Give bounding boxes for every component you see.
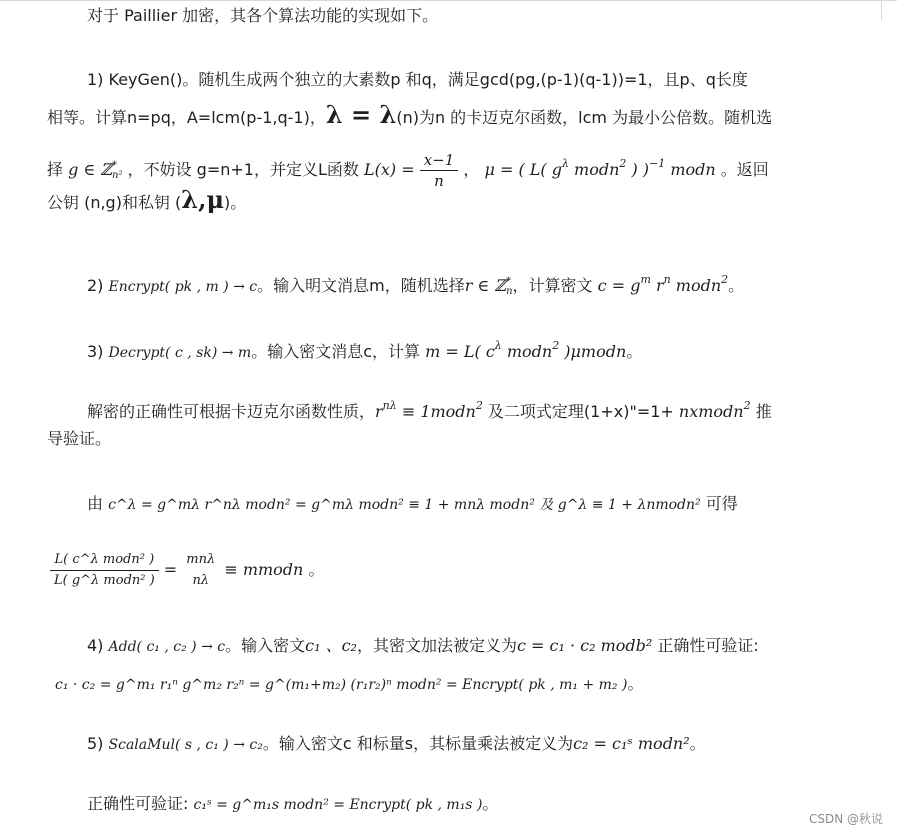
l-ratio-left: $\frac{\text{L( c\textasciicircum{}λ modn² )}}{\text{L( g\textasciicircum{}λ modn² )}}$ [50,550,159,591]
add-definition: c = c₁ · c₂ modb² [516,636,653,655]
r-in-z-formula: r ∈ ℤ [464,276,507,295]
keygen-line-3: 择 g ∈ ℤ * n² ，不妨设 g=n+1，并定义L函数 L(x) = $\frac{x-1}{n}$ ， μ = ( L( $g^\lambda$ modn$^2$ ) )$^{-1}$ modn 。返回 [47,151,769,190]
scalamul-function: ScalaMul( s , c₁ ) → c₂ [108,737,263,753]
ciphertext-formula: $c = g^m$ $r^n$ modn$^2$ [597,273,729,295]
keygen-line-1: 1) KeyGen()。随机生成两个独立的大素数p 和q，满足gcd(pg,(p-1)(q-1))=1，且p、q长度 [87,70,748,89]
private-key-symbol: λ,μ [181,185,225,214]
binomial-term: nxmodn$^2$ [678,399,751,421]
encrypt-line: 2) Encrypt( pk , m ) → c。输入明文消息m，随机选择r ∈ ℤ * n ，计算密文 $c = g^m$ $r^n$ modn$^2$。 [87,273,745,297]
correctness-line-1: 解密的正确性可根据卡迈克尔函数性质，$r^{n\lambda}$ ≡ 1modn$^2$ 及二项式定理(1+x)"=1+ nxmodn$^2$ 推 [87,399,772,421]
plaintext-formula: m = L( $c^\lambda$ modn$^2$ )μmodn [425,339,627,361]
scalamul-proof-line: 正确性可验证: c₁ˢ = g^m₁s modn² = Encrypt( pk , m₁s )。 [87,794,499,813]
carmichael-property: $r^{n\lambda}$ ≡ 1modn$^2$ [375,399,483,421]
keygen-line-4: 公钥 (n,g)和私钥 (λ,μ)。 [47,185,247,214]
scalamul-definition: c₂ = c₁ˢ modn² [573,734,690,753]
correctness-line-2: 导验证。 [47,429,112,448]
add-function: Add( c₁ , c₂ ) → c [108,639,226,655]
g-in-z-formula: g ∈ ℤ [68,160,113,179]
scalamul-line: 5) ScalaMul( s , c₁ ) → c₂。输入密文c 和标量s，其标量乘法被定义为c₂ = c₁ˢ modn²。 [87,734,706,753]
add-proof-formula: c₁ · c₂ = g^m₁ r₁ⁿ g^m₂ r₂ⁿ = g^(m₁+m₂) (r₁r₂)ⁿ modn² = Encrypt( pk , m₁ + m₂ ) [55,677,628,693]
l-function-fraction: $\frac{x-1}{n}$ [420,150,459,191]
top-divider [0,0,897,1]
mu-definition: μ = ( L( $g^\lambda$ modn$^2$ ) )$^{-1}$ modn [484,157,716,179]
derivation-formula: c^λ = g^mλ r^nλ modn² = g^mλ modn² ≡ 1 + mnλ modn² 及 g^λ ≡ 1 + λnmodn² [108,497,701,513]
decrypt-line: 3) Decrypt( c , sk) → m。输入密文消息c，计算 m = L( $c^\lambda$ modn$^2$ )μmodn。 [87,339,643,361]
add-proof-line: c₁ · c₂ = g^m₁ r₁ⁿ g^m₂ r₂ⁿ = g^(m₁+m₂) (r₁r₂)ⁿ modn² = Encrypt( pk , m₁ + m₂ )。 [55,674,644,693]
l-ratio-right: $\frac{\text{mnλ}}{n\lambda}$ [182,550,219,591]
l-function-lhs: L(x) = [363,160,415,179]
lambda-symbol: λ = λ [325,100,397,129]
scalamul-proof-formula: c₁ˢ = g^m₁s modn² = Encrypt( pk , m₁s ) [193,797,483,813]
l-ratio-line: $\frac{\text{L( c\textasciicircum{}λ modn² )}}{\text{L( g\textasciicircum{}λ modn² )}}$ = $\frac{\text{mnλ}}{n\lambda}$ ≡ mmodn 。 [50,550,880,591]
csdn-watermark: CSDN @秋说 [808,812,883,826]
derivation-line: 由 c^λ = g^mλ r^nλ modn² = g^mλ modn² ≡ 1 + mnλ modn² 及 g^λ ≡ 1 + λnmodn² 可得 [87,494,738,513]
add-line: 4) Add( c₁ , c₂ ) → c。输入密文c₁ 、c₂，其密文加法被定义为c = c₁ · c₂ modb² 正确性可验证: [87,636,759,655]
encrypt-function: Encrypt( pk , m ) → c [108,279,258,295]
keygen-line-2: 相等。计算n=pq，A=lcm(p-1,q-1)，λ = λ(n)为n 的卡迈克尔函数，lcm 为最小公倍数。随机选 [47,100,773,129]
intro-paragraph: 对于 Paillier 加密，其各个算法功能的实现如下。 [87,6,439,25]
decrypt-function: Decrypt( c , sk) → m [108,345,252,361]
